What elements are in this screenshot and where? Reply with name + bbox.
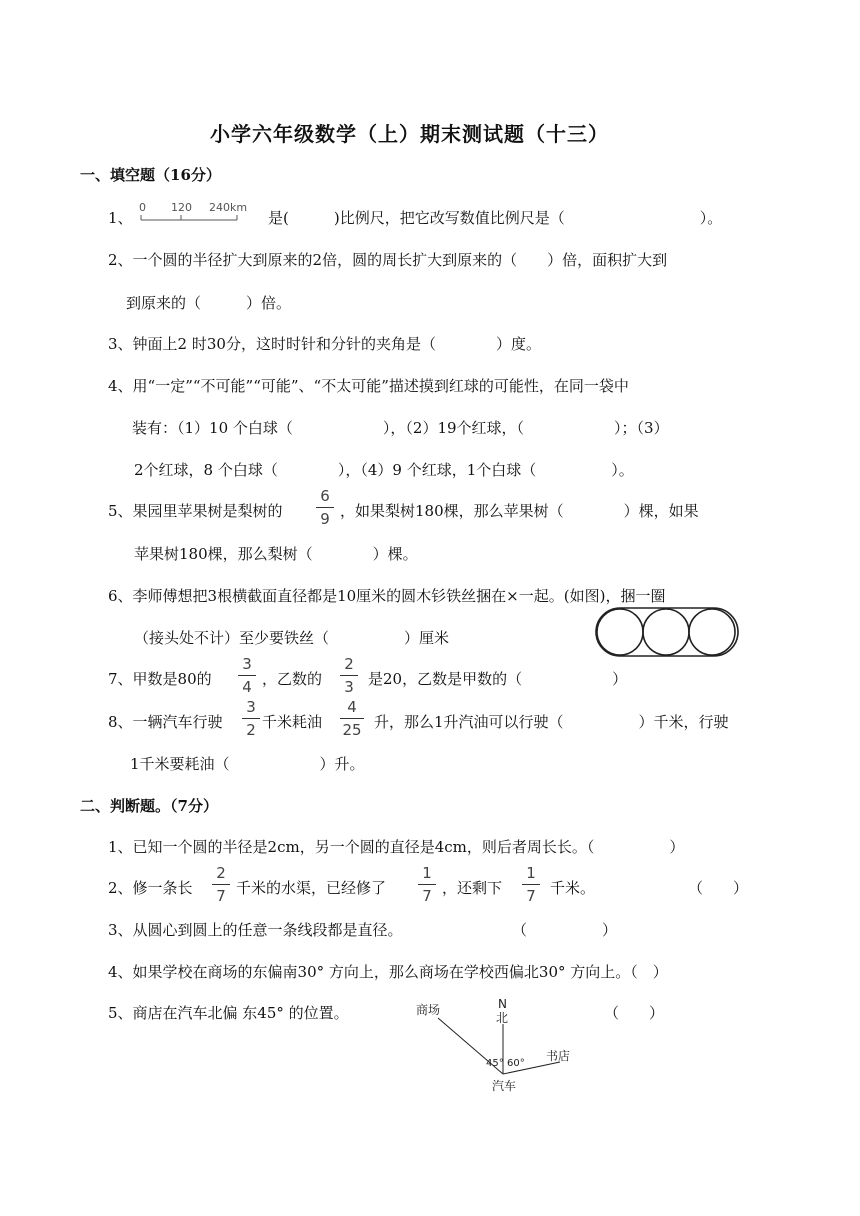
question-8-line-2: 1千米要耗油（ ）升。 — [130, 755, 365, 773]
north-n-label: N — [498, 997, 507, 1011]
question-1-text: 是( )比例尺，把它改写数值比例尺是（ ）。 — [268, 209, 723, 227]
question-5-line-2: 苹果树180棵，那么梨树（ ）棵。 — [134, 545, 418, 563]
tf-question-1: 1、已知一个圆的半径是2cm，另一个圆的直径是4cm，则后者周长长。（ ） — [108, 838, 685, 856]
question-5-post: ，如果梨树180棵，那么苹果树（ ）棵，如果 — [340, 502, 699, 520]
section-heading-true-false: 二、判断题。（7分） — [80, 797, 218, 815]
scale-bar-figure — [133, 198, 253, 228]
tf-question-2-fraction-2 — [418, 864, 436, 905]
question-4-line-1: 4、用“一定”“不可能”“可能”、“不太可能”描述摸到红球的可能性，在同一袋中 — [108, 377, 629, 395]
question-4-line-3: 2个红球，8 个白球（ ），（4）9 个红球，1个白球（ ）。 — [134, 461, 634, 479]
question-8-pre: 8、一辆汽车行驶 — [108, 713, 223, 731]
tf-question-2-fraction-1 — [212, 864, 230, 905]
fraction-numerator: 2 — [216, 864, 226, 882]
question-7-pre: 7、甲数是80的 — [108, 670, 212, 688]
fraction-numerator: 1 — [422, 864, 432, 882]
fraction-denominator: 7 — [526, 887, 536, 905]
scale-label-240km: 240km — [209, 201, 248, 214]
page-title: 小学六年级数学（上）期末测试题（十三） — [210, 122, 609, 146]
fraction-denominator: 3 — [344, 678, 354, 696]
fraction-denominator: 7 — [216, 887, 226, 905]
mall-label: 商场 — [416, 1003, 441, 1017]
tf-question-2-answer-paren: （ ） — [688, 879, 749, 897]
question-1-number: 1、 — [108, 209, 133, 227]
fraction-numerator: 2 — [344, 655, 354, 673]
question-8-fraction-1 — [242, 698, 260, 739]
fraction-numerator: 3 — [246, 698, 256, 716]
question-4-line-2: 装有：（1）10 个白球（ ），（2）19个红球，（ ）；（3） — [132, 419, 669, 437]
log-circle-3 — [689, 609, 735, 655]
question-8-mid: 千米耗油 — [262, 713, 323, 731]
question-5-pre: 5、果园里苹果树是梨树的 — [108, 502, 283, 520]
question-7-fraction-1 — [238, 655, 256, 696]
tf-question-2-mid-1: 千米的水渠，已经修了 — [236, 879, 387, 897]
north-bei-label: 北 — [496, 1011, 509, 1025]
scale-label-120: 120 — [171, 201, 192, 214]
question-3-line: 3、钟面上2 时30分，这时时针和分针的夹角是（ ）度。 — [108, 335, 541, 353]
tf-question-3-answer-paren: （ ） — [512, 921, 618, 939]
question-7-mid: ，乙数的 — [262, 670, 323, 688]
log-circle-1 — [597, 609, 643, 655]
question-7-post: 是20，乙数是甲数的（ ） — [368, 670, 628, 688]
question-2-line-2: 到原来的（ ）倍。 — [126, 294, 292, 312]
tf-question-5: 5、商店在汽车北偏 东45° 的位置。 — [108, 1004, 349, 1022]
tf-question-2-pre: 2、修一条长 — [108, 879, 193, 897]
log-circle-2 — [643, 609, 689, 655]
tf-question-2-mid-2: ，还剩下 — [442, 879, 503, 897]
tf-question-4: 4、如果学校在商场的东偏南30° 方向上，那么商场在学校西偏北30° 方向上。（ ） — [108, 963, 668, 981]
fraction-numerator: 1 — [526, 864, 536, 882]
question-6-line-2: （接头处不计）至少要铁丝（ ）厘米 — [134, 629, 450, 647]
tf-question-5-answer-paren: （ ） — [604, 1004, 665, 1022]
question-2-line-1: 2、一个圆的半径扩大到原来的2倍，圆的周长扩大到原来的（ ）倍，面积扩大到 — [108, 251, 668, 269]
wire-loop — [596, 608, 738, 656]
direction-diagram — [410, 994, 590, 1098]
three-logs-figure — [594, 606, 742, 660]
tf-question-3: 3、从圆心到圆上的任意一条线段都是直径。 — [108, 921, 403, 939]
tf-question-2-fraction-3 — [522, 864, 540, 905]
fraction-numerator: 6 — [320, 487, 330, 505]
fraction-denominator: 4 — [242, 678, 252, 696]
fraction-numerator: 4 — [347, 698, 357, 716]
tf-question-2-post: 千米。 — [550, 879, 596, 897]
question-8-post: 升，那么1升汽油可以行驶（ ）千米，行驶 — [374, 713, 729, 731]
question-8-fraction-2 — [340, 698, 364, 739]
angle-60-label: 60° — [507, 1058, 525, 1069]
angle-45-label: 45° — [486, 1058, 504, 1069]
car-label: 汽车 — [492, 1079, 517, 1093]
fraction-denominator: 2 — [246, 721, 256, 739]
bookstore-label: 书店 — [546, 1049, 571, 1063]
fraction-numerator: 3 — [242, 655, 252, 673]
fraction-denominator: 9 — [320, 510, 330, 528]
question-6-line-1: 6、李师傅想把3根横截面直径都是10厘米的圆木钐铁丝捆在×一起。(如图)，捆一圈 — [108, 587, 666, 605]
fraction-denominator: 25 — [342, 721, 362, 739]
question-5-fraction — [316, 487, 334, 528]
section-heading-fill-in: 一、填空题（16分） — [80, 166, 221, 184]
scale-label-0: 0 — [139, 201, 146, 214]
question-7-fraction-2 — [340, 655, 358, 696]
fraction-denominator: 7 — [422, 887, 432, 905]
